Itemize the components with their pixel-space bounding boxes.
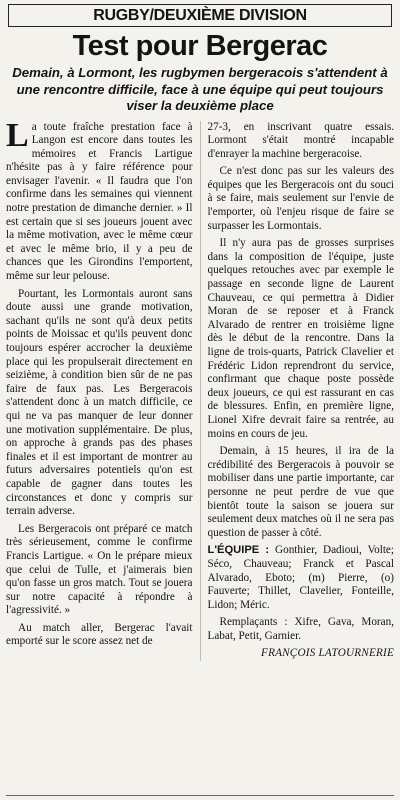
drop-cap: L	[6, 120, 29, 154]
lineup-text: Gonthier, Dadioui, Volte; Séco, Chauveau; Franck et Pascal Alvarado, Eboto; (m) Pierre, (o) Fauverte; Thillet, Clavelier, Fonteille, Lidon; Méric.	[207, 544, 394, 611]
headline: Test pour Bergerac	[72, 30, 328, 62]
byline: FRANÇOIS LATOURNERIE	[261, 647, 394, 660]
team-lineup	[208, 544, 395, 612]
deck-subtitle: Demain, à Lormont, les rugbymen bergeracois s'attendent à une rencontre difficile, face à une équipe qui peut toujours viser la deuxième place	[12, 65, 388, 113]
column-divider	[200, 121, 201, 662]
paragraph: Ce n'est donc pas sur les valeurs des équipes que les Bergeracois ont du souci à se faire, mais seulement sur l'envie de l'emporter, où l'enjeu risque de faire se surpasser les Lormontais.	[207, 165, 394, 232]
section-header: RUGBY/DEUXIÈME DIVISION	[8, 4, 392, 27]
right-column	[208, 121, 395, 662]
paragraph	[6, 121, 193, 284]
paragraph: 27-3, en inscrivant quatre essais. Lormont s'était montré incapable d'enrayer la machine bergeracoise.	[207, 120, 394, 160]
bottom-rule	[6, 795, 394, 796]
left-column	[6, 121, 193, 662]
paragraph: Il n'y aura pas de grosses surprises dans la composition de l'équipe, juste quelques retouches avec par exemple le passage en seconde ligne de Laurent Chauveau, ce qui permettra à Didier Moran de se reposer et à Franck Alvarado de rentrer en troisième ligne dès le début de la rencontre. Dans la ligne de trois-quarts, Patrick Clavelier et Frédéric Lidon reprendront du service, confirmant que chaque poste possède deux joueurs, ce qui est rassurant en cas de blessures. Enfin, en première ligne, Lionel Xifre devrait faire sa rentrée, au moins en cours de jeu.	[207, 237, 394, 440]
lineup-label: L'ÉQUIPE :	[207, 544, 270, 557]
paragraph: Demain, à 15 heures, il ira de la crédibilité des Bergeracois à pouvoir se mobiliser dans une partie importante, car personne ne peut perdre de vue que bientôt toute la saison se jouera sur seulement deux matches où il ne sera pas question de passer à côté.	[207, 445, 394, 539]
article-body	[6, 121, 394, 662]
paragraph: Pourtant, les Lormontais auront sans doute aussi une grande motivation, sachant qu'ils ne sont qu'à deux petits points de Moissac et qu'ils peuvent donc toujours espérer accrocher la deuxième place qui les propulserait directement en seizième, à condition bien sûr de ne pas faire de faux pas. Les Bergeracois s'attendent donc à un match difficile, ce qui ne va pas manquer de leur donner une motivation supplémentaire. De plus, on approche à grands pas des phases finales et il est important de montrer au futurs adversaires potentiels qu'on est capable de gagner dans toutes les circonstances et donc y compris sur terrain adverse.	[6, 287, 193, 518]
paragraph: Les Bergeracois ont préparé ce match très sérieusement, comme le confirme Francis Lartigue. « On le prépare mieux que celui de Tulle, et j'aimerais bien qu'on fasse un gros match. Tout se jouera sur notre capacité à répondre à l'agressivité. »	[6, 522, 193, 617]
substitutes: Remplaçants : Xifre, Gava, Moran, Labat, Petit, Garnier.	[207, 616, 394, 642]
paragraph-text: a toute fraîche prestation face à Langon est encore dans toutes les mémoires et Francis Lartigue n'hésite pas à y faire référence pour envisager l'avenir. « Il faudra que l'on confirme dans les semaines qui viennent notre prestation de dimanche dernier. » Il est certain que si ses joueurs jouent avec la même motivation, avec le même cœur et avec le même brio, il y a peu de chances que les Girondins l'emportent, même sur leur pelouse.	[6, 120, 193, 283]
paragraph: Au match aller, Bergerac l'avait emporté sur le score assez net de	[6, 621, 193, 648]
